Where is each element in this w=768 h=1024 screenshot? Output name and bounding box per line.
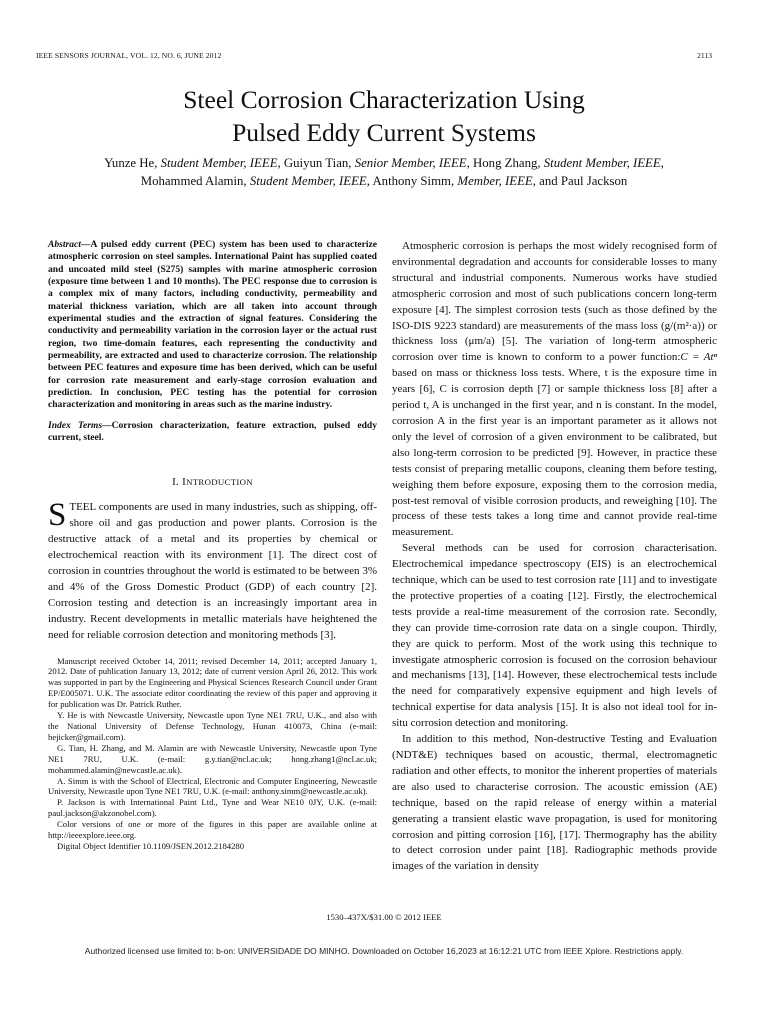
abstract-label: Abstract— <box>48 239 91 250</box>
body-paragraph: Several methods can be used for corrosion characterisation. Electrochemical impedance spectroscopy (EIS) is an electrochemical technique, which can be used to test corrosion rate [11] and to investigate the protective properties of a coating [12]. Firstly, the electrochemical tests provide a real-time measurement of the corrosion rate. Secondly, they can provide time-corrosion rate data on a single coupon. Thirdly, they are quick to perform. Most of the work using this technique to investigate atmospheric corrosion is focused on the corrosion behaviour and mechanisms [13], [14]. However, these electrochemical tests include the need for comparatively expensive equipment and high levels of technical expertise for data analysis [15]. It is also not ideal tool for in-situ corrosion detection and monitoring. <box>392 542 717 730</box>
title-line-2: Pulsed Eddy Current Systems <box>232 118 536 147</box>
drop-cap: S <box>48 497 67 534</box>
author-role: Senior Member, IEEE <box>354 156 467 170</box>
running-head: IEEE SENSORS JOURNAL, VOL. 12, NO. 6, JUNE 2012 <box>36 51 222 60</box>
left-column <box>48 239 377 852</box>
author-list <box>0 154 768 190</box>
author-line-1: Yunze He, Student Member, IEEE, Guiyun Tian, Senior Member, IEEE, Hong Zhang, Student Member, IEEE, <box>104 156 664 170</box>
section-heading-introduction: I. INTRODUCTION <box>172 475 253 488</box>
footnote: P. Jackson is with International Paint Ltd., Tyne and Wear NE10 0JY, U.K. (e-mail: paul.jackson@akzonobel.com). <box>48 797 377 819</box>
author-name: Mohammed Alamin, <box>140 174 250 188</box>
footnote: Digital Object Identifier 10.1109/JSEN.2012.2184280 <box>57 840 245 851</box>
footnote: G. Tian, H. Zhang, and M. Alamin are with Newcastle University, Newcastle upon Tyne NE1 7RU, U.K. (e-mail: g.y.tian@ncl.ac.uk; hong.zhang1@ncl.ac.uk; mohammed.alamin@newcastle.ac.uk). <box>48 742 377 775</box>
index-terms-label: Index Terms— <box>48 419 112 431</box>
footnote: A. Simm is with the School of Electrical, Electronic and Computer Engineering, Newcastle University, Newcastle upon Tyne NE1 7RU, U.K. (e-mail: anthony.simm@newcastle.ac.uk). <box>48 775 377 797</box>
copyright-notice: 1530–437X/$31.00 © 2012 IEEE <box>326 912 442 922</box>
right-column <box>392 239 717 875</box>
author-role: Student Member, IEEE <box>543 156 661 170</box>
footnote: Color versions of one or more of the figures in this paper are available online at http://ieeexplore.ieee.org. <box>48 819 377 841</box>
author-name: Hong Zhang, <box>473 156 544 170</box>
index-terms-text: Corrosion characterization, feature extraction, pulsed eddy current, steel. <box>48 419 377 444</box>
author-role: Student Member, IEEE <box>249 174 367 188</box>
index-terms <box>48 420 377 445</box>
author-name: Anthony Simm, <box>372 174 458 188</box>
paper-title <box>0 83 768 149</box>
power-function-formula: C = Atⁿ <box>680 351 717 364</box>
author-line-2: Mohammed Alamin, Student Member, IEEE, Anthony Simm, Member, IEEE, and Paul Jackson <box>140 174 628 188</box>
body-paragraph: In addition to this method, Non-destructive Testing and Evaluation (NDT&E) techniques based on acoustic, thermal, electromagnetic radiation and other effects, to monitor the inherent properties of materials are also used to characterise corrosion. The acoustic emission (AE) technique, based on the rapid release of energy within a material generating a transient elastic wave propagation, is used for monitoring corrosion and pitting corrosion [16], [17]. Thermography has the ability to detect corrosion under paint [18]. Radiographic methods provide images of the variation in density <box>392 733 717 873</box>
author-name: Guiyun Tian, <box>283 156 355 170</box>
page-number: 2113 <box>697 51 712 60</box>
body-paragraph: Atmospheric corrosion is perhaps the most widely recognised form of environmental degradation and accounts for considerable losses to many structural and industrial components. Numerous works have studied atmospheric corrosion and most of such publications concern long-term exposure [4]. The simplest corrosion tests (such as those defined by the ISO-DIS 9223 standard) are measurements of the mass loss (g/(m²·a)) or thickness loss (μm/a) [5]. The variation of long-term atmospheric corrosion over time is known to conform to a power function:C = Atⁿ based on mass or thickness loss tests. Where, t is the exposure time in years [6], C is corrosion depth [7] or sample thickness loss [8] after a period t, A is unchanged in the first year, and n is constant. In the model, corrosion A in the first year is an important parameter as it allows not only the level of corrosion of a given environment to be calibrated, but also long-term corrosion to be predicted [9]. However, in practice these tests consist of preparing metallic coupons, cleaning them before testing, weighing them before exposure, exposing them to the corrosion media, post-test removal of visible corrosion products, and reweighing [10]. The process of these tests takes a long time and cannot provide real-time measurement. <box>392 240 717 539</box>
footnotes <box>48 656 377 852</box>
footnote: Manuscript received October 14, 2011; revised December 14, 2011; accepted January 1, 2012. Date of publication January 13, 2012; date of current version April 26, 2012. This work was supported in part by the Engineering and Physical Sciences Research Council under Grant EP/E005071. U.K. The associate editor coordinating the review of this paper and approving it for publication was Dr. Patrick Ruther. <box>48 655 377 710</box>
intro-paragraph <box>48 497 377 643</box>
author-role: Member, IEEE <box>457 174 533 188</box>
author-name: Yunze He, <box>104 156 161 170</box>
intro-text: TEEL components are used in many industries, such as shipping, off-shore oil and gas production and power plants. Corrosion is the destructive attack of a metal and its properties by chemical or electrochemical reaction with its environment [1]. The direct cost of corrosion in countries throughout the world is estimated to be between 3% and 4% of the Gross Domestic Product (GDP) of each country [2]. Corrosion testing and detection is an increasingly important area in industry. Recent developments in metallic materials have heightened the need for reliable corrosion detection and monitoring methods [3]. <box>48 501 377 641</box>
abstract-text: A pulsed eddy current (PEC) system has been used to characterize atmospheric corrosion on steel samples. International Paint has supplied coated and uncoated mild steel (S275) samples with marine atmospheric corrosion (exposure time between 1 and 10 months). The PEC response due to corrosion is a complex mix of many factors, including conductivity, permeability and material thickness variation, which are all taken into account through experimental studies and the extraction of signal features. Considering the conductivity and permeability variation in the corrosion layer or the actual rust region, two time-domain features, each representing the conductivity and permeability, are extracted and used to characterize corrosion. The relationship between PEC features and exposure time has been derived, which can be useful for corrosion rate measurement and early-stage corrosion evaluation and prediction. In conclusion, PEC testing has the potential for corrosion characterization and monitoring in areas such as the marine industry. <box>48 239 377 411</box>
abstract <box>48 239 377 412</box>
title-line-1: Steel Corrosion Characterization Using <box>183 85 585 114</box>
author-role: Student Member, IEEE <box>160 156 278 170</box>
footnote: Y. He is with Newcastle University, Newcastle upon Tyne NE1 7RU, U.K., and also with the National University of Defense Technology, Hunan 410073, China (e-mail: hejicker@gmail.com). <box>48 710 377 742</box>
license-notice: Authorized licensed use limited to: b-on: UNIVERSIDADE DO MINHO. Downloaded on October 16,2023 at 16:12:21 UTC from IEEE Xplore. Restrictions apply. <box>84 946 684 956</box>
